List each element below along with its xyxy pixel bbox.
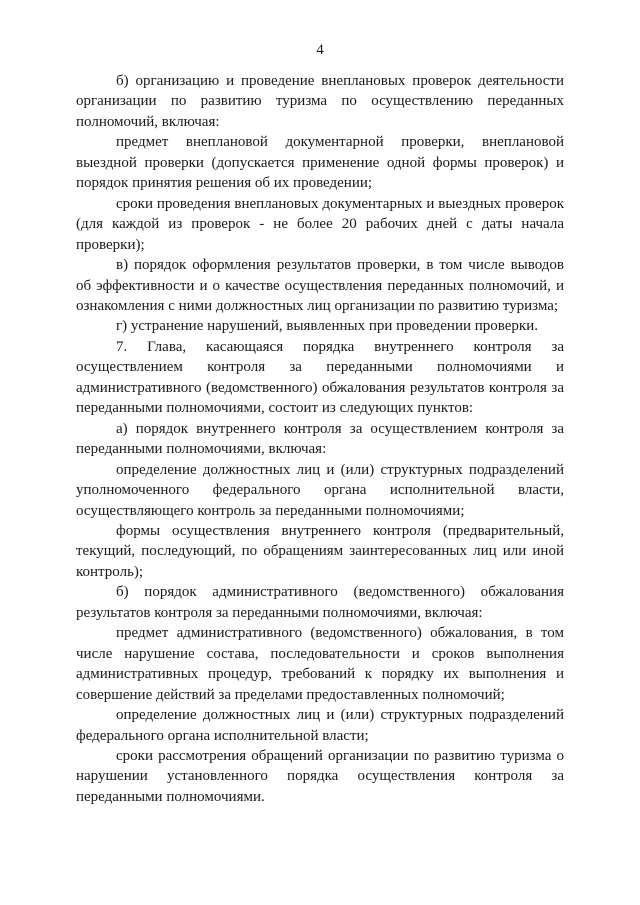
paragraph: определение должностных лиц и (или) структурных подразделений уполномоченного федерального органа исполнительной власти, осуществляющего контроль за переданными полномочиями; xyxy=(76,461,564,519)
paragraph: в) порядок оформления результатов проверки, в том числе выводов об эффективности и о качестве осуществления переданных полномочий, и ознакомления с ними должностных лиц организации по развитию туризма; xyxy=(76,257,564,314)
page-number: 4 xyxy=(316,42,324,58)
paragraph: формы осуществления внутреннего контроля (предварительный, текущий, последующий, по обращениям заинтересованных лиц или иной контроль); xyxy=(76,522,564,580)
document-body xyxy=(76,71,564,807)
paragraph: б) порядок административного (ведомственного) обжалования результатов контроля за переданными полномочиями, включая: xyxy=(76,584,564,621)
paragraph: предмет административного (ведомственного) обжалования, в том числе нарушение состава, последовательности и сроков выполнения административных процедур, требований к порядку их выполнения и совершение действий за пределами предоставленных полномочий; xyxy=(76,625,564,703)
paragraph: 7. Глава, касающаяся порядка внутреннего контроля за осуществлением контроля за переданными полномочиями и административного (ведомственного) обжалования результатов контроля за переданными полномочиями, состоит из следующих пунктов: xyxy=(76,338,564,417)
paragraph: определение должностных лиц и (или) структурных подразделений федерального органа исполнительной власти; xyxy=(76,707,564,744)
paragraph: предмет внеплановой документарной проверки, внеплановой выездной проверки (допускается применение одной формы проверок) и порядок принятия решения об их проведении; xyxy=(76,134,564,192)
paragraph: сроки рассмотрения обращений организации по развитию туризма о нарушении установленного порядка осуществления контроля за переданными полномочиями. xyxy=(76,747,564,805)
paragraph: б) организацию и проведение внеплановых проверок деятельности организации по развитию туризма по осуществлению переданных полномочий, включая: xyxy=(76,73,564,130)
paragraph: а) порядок внутреннего контроля за осуществлением контроля за переданными полномочиями, включая: xyxy=(76,420,564,458)
paragraph: г) устранение нарушений, выявленных при проведении проверки. xyxy=(116,318,538,335)
paragraph: сроки проведения внеплановых документарных и выездных проверок (для каждой из проверок - не более 20 рабочих дней с даты начала проверки); xyxy=(76,195,564,253)
